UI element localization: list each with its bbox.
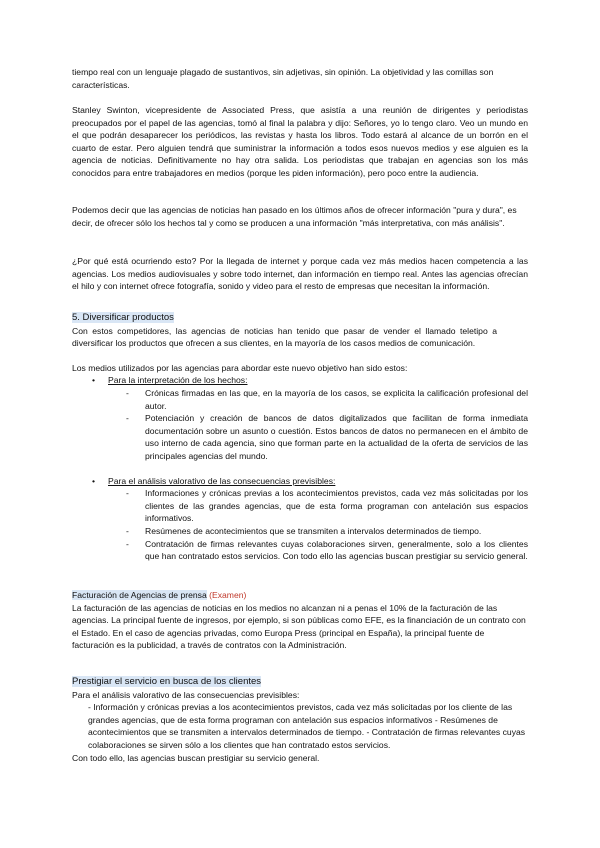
- dash: -: [126, 538, 129, 549]
- section-diversificar: [72, 311, 528, 563]
- sub-item-text: Informaciones y crónicas previas a los acontecimientos previstos, cada vez más solicitadas por los clientes de las grandes agencias, que de esta forma programan con antelación sus espacios informativos.: [145, 488, 528, 524]
- bullet-item: [72, 475, 528, 488]
- sub-item-text: Potenciación y creación de bancos de datos digitalizados que facilitan de forma inmediata documentación sobre un asunto o cuestión. Estos bancos de datos no permanecen en el ámbito de uso interno de cada agencia, sino que forman parte en la actualidad de la oferta de servicios de las principales agencias del mundo.: [145, 413, 528, 461]
- bullet-title: Para el análisis valorativo de las consecuencias previsibles:: [108, 475, 336, 486]
- sub-item-text: Resúmenes de acontecimientos que se transmiten a intervalos determinados de tiempo.: [145, 525, 482, 536]
- sub-item: [72, 525, 528, 538]
- dash: -: [126, 525, 129, 536]
- sub-item: [72, 487, 528, 525]
- paragraph: Con estos competidores, las agencias de noticias han tenido que pasar de vender el llamado teletipo a diversificar los productos que ofrecen a sus clientes, en la mayoría de los casos medios de comunicación.: [72, 325, 497, 349]
- sub-item: [72, 538, 528, 563]
- paragraph: Stanley Swinton, vicepresidente de Associated Press, que asistía a una reunión de dirigentes y periodistas preocupados por el papel de las agencias, tomó al final la palabra y dijo: Señores, yo lo tengo claro. Veo un mundo en el que podrán desaparecer los periódicos, las revistas y hasta los libros. Todo estará al alcance de un borrón en el cuarto de estar. Pero alguien tendrá que suministrar la información a todos esos nuevos medios y ese alguien es la agencia de noticias. Definitivamente no hay otra salida. Los periodistas que trabajan en agencias son los más conocidos para entre trabajadores en medios (porque les piden información), pero poco entre la audiencia.: [72, 105, 528, 178]
- sub-item-text: Contratación de firmas relevantes cuyas colaboraciones sirven, generalmente, solo a los clientes que han contratado estos servicios. Con todo ello las agencias buscan prestigiar su servicio general.: [145, 538, 528, 562]
- section-heading: 5. Diversificar productos: [72, 312, 174, 323]
- section-heading: Facturación de Agencias de prensa: [72, 590, 207, 600]
- bullet-title: Para la interpretación de los hechos:: [108, 375, 248, 386]
- dash: -: [126, 413, 129, 424]
- paragraph: Los medios utilizados por las agencias para abordar este nuevo objetivo han sido estos:: [72, 362, 408, 373]
- section-heading: Prestigiar el servicio en busca de los clientes: [72, 676, 262, 687]
- paragraph: ¿Por qué está ocurriendo esto? Por la llegada de internet y porque cada vez más medios hacen competencia a las agencias. Los medios audiovisuales y sobre todo internet, dan información en tiempo real. Antes las agencias ofrecían el hilo y con internet ofrece fotografía, sonido y video para el resto de empresas que necesitan la información.: [72, 256, 528, 292]
- sub-item: [72, 412, 528, 462]
- bullet-item: [72, 374, 528, 387]
- section-prestigiar: [72, 675, 528, 764]
- paragraph: - Información y crónicas previas a los acontecimientos previstos, cada vez más solicitadas por los cliente de las grandes agencias, que de esta forma programan con antelación sus espacios informativos - Resúmenes de acontecimientos que se transmiten a intervalos determinados de tiempo. - Contratación de firmas relevantes cuyas colaboraciones se sirven sólo a los clientes que han contratado estos servicios.: [88, 702, 526, 750]
- dash: -: [126, 488, 129, 499]
- dash: -: [126, 387, 129, 398]
- exam-tag: (Examen): [209, 590, 247, 600]
- paragraph: Con todo ello, las agencias buscan prestigiar su servicio general.: [72, 752, 320, 763]
- section-facturacion: [72, 589, 528, 652]
- sub-item-text: Crónicas firmadas en las que, en la mayoría de los casos, se explicita la calificación profesional del autor.: [145, 387, 528, 411]
- paragraph: La facturación de las agencias de noticias en los medios no alcanzan ni a penas el 10% de la facturación de las agencias. La principal fuente de ingresos, por ejemplo, si son públicas como EFE, es la financiación de un contrato con el Estado. En el caso de agencias privadas, como Europa Press (principal en España), la principal fuente de facturación es la publicidad, a través de contratos con la Administración.: [72, 602, 526, 651]
- paragraph: Podemos decir que las agencias de noticias han pasado en los últimos años de ofrecer información "pura y dura", es decir, de ofrecer sólo los hechos tal y como se producen a una información "más interpretativa, con más análisis".: [72, 205, 517, 228]
- sub-item: [72, 387, 528, 412]
- paragraph: tiempo real con un lenguaje plagado de sustantivos, sin adjetivas, sin opinión. La objetividad y las comillas son características.: [72, 67, 494, 90]
- paragraph: Para el análisis valorativo de las consecuencias previsibles:: [72, 689, 300, 700]
